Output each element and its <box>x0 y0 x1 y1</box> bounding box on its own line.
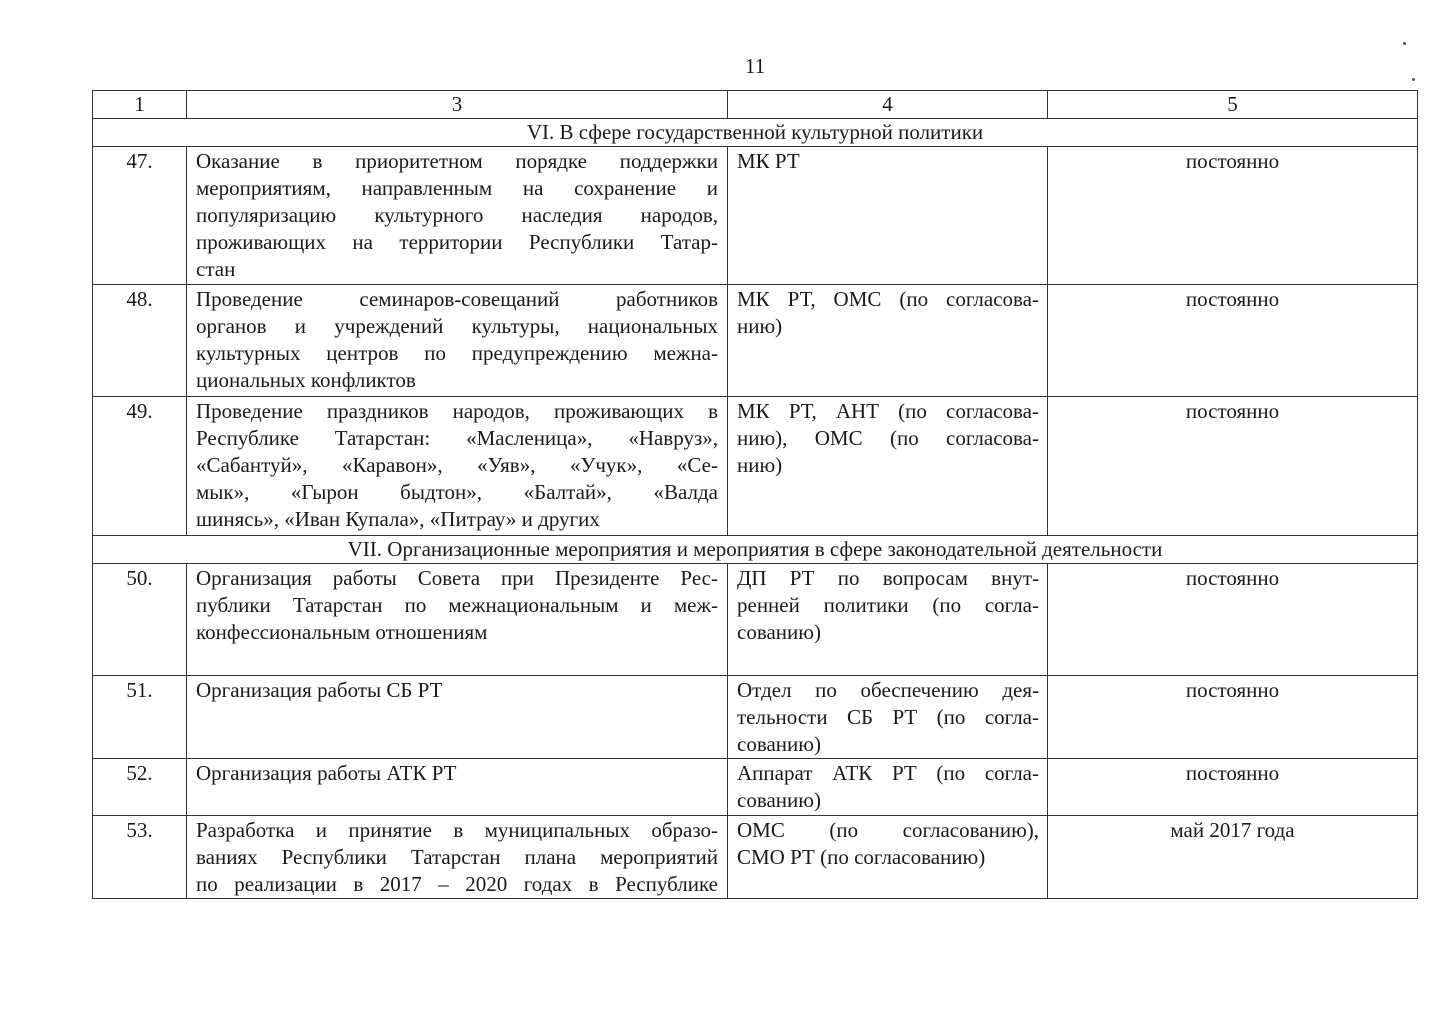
section-row <box>93 119 1418 147</box>
item-number: 47. <box>93 147 187 285</box>
item-number: 50. <box>93 564 187 676</box>
responsible-line: Отдел по обеспечению дея- <box>737 678 1039 702</box>
item-deadline: постоянно <box>1048 397 1418 536</box>
item-description <box>187 759 728 816</box>
item-number: 51. <box>93 676 187 759</box>
item-number: 52. <box>93 759 187 816</box>
description-line: мык», «Гырон быдтон», «Балтай», «Валда <box>196 480 718 504</box>
responsible-line: ренней политики (по согла- <box>737 593 1039 617</box>
description-line: мероприятиям, направленным на сохранение и <box>196 176 718 200</box>
column-header-4: 4 <box>728 91 1048 119</box>
description-line: циональных конфликтов <box>196 368 416 392</box>
responsible-line: сованию) <box>737 732 821 756</box>
item-responsible <box>728 285 1048 397</box>
item-deadline: постоянно <box>1048 564 1418 676</box>
table-row <box>93 816 1418 899</box>
section-title: VII. Организационные мероприятия и мероприятия в сфере законодательной деятельности <box>93 536 1418 564</box>
item-responsible <box>728 816 1048 899</box>
item-number: 49. <box>93 397 187 536</box>
table-row <box>93 147 1418 285</box>
table-row <box>93 285 1418 397</box>
item-responsible <box>728 147 1048 285</box>
description-line: стан <box>196 257 236 281</box>
responsible-line: нию) <box>737 314 783 338</box>
description-line: конфессиональным отношениям <box>196 620 488 644</box>
item-description <box>187 147 728 285</box>
responsible-line: ДП РТ по вопросам внут- <box>737 566 1039 590</box>
item-deadline: май 2017 года <box>1048 816 1418 899</box>
responsible-line: ОМС (по согласованию), <box>737 818 1039 842</box>
table-row <box>93 564 1418 676</box>
description-line: Оказание в приоритетном порядке поддержки <box>196 149 718 173</box>
responsible-line: сованию) <box>737 620 821 644</box>
description-line: «Сабантуй», «Каравон», «Уяв», «Учук», «Се- <box>196 453 718 477</box>
item-description <box>187 564 728 676</box>
item-responsible <box>728 397 1048 536</box>
column-header-1: 1 <box>93 91 187 119</box>
table-header-row <box>93 91 1418 119</box>
description-line: публики Татарстан по межнациональным и меж- <box>196 593 718 617</box>
item-deadline: постоянно <box>1048 147 1418 285</box>
item-deadline: постоянно <box>1048 759 1418 816</box>
description-line: Разработка и принятие в муниципальных образо- <box>196 818 718 842</box>
item-description <box>187 397 728 536</box>
item-deadline: постоянно <box>1048 285 1418 397</box>
item-description <box>187 676 728 759</box>
description-line: органов и учреждений культуры, национальных <box>196 314 718 338</box>
responsible-line: Аппарат АТК РТ (по согла- <box>737 761 1039 785</box>
description-line: ваниях Республики Татарстан плана мероприятий <box>196 845 718 869</box>
description-line: проживающих на территории Республики Татар- <box>196 230 718 254</box>
responsible-line: СМО РТ (по согласованию) <box>737 845 986 869</box>
description-line: шинясь», «Иван Купала», «Питрау» и других <box>196 507 600 531</box>
item-number: 53. <box>93 816 187 899</box>
description-line: Проведение праздников народов, проживающих в <box>196 399 718 423</box>
item-responsible <box>728 759 1048 816</box>
scan-speck <box>1412 78 1415 81</box>
table-row <box>93 676 1418 759</box>
section-row <box>93 536 1418 564</box>
description-line: Проведение семинаров-совещаний работников <box>196 287 718 311</box>
section-title: VI. В сфере государственной культурной политики <box>93 119 1418 147</box>
description-line: Республике Татарстан: «Масленица», «Навруз», <box>196 426 718 450</box>
item-deadline: постоянно <box>1048 676 1418 759</box>
responsible-line: МК РТ <box>737 149 800 173</box>
responsible-line: МК РТ, ОМС (по согласова- <box>737 287 1039 311</box>
item-responsible <box>728 564 1048 676</box>
measures-table <box>92 90 1418 899</box>
description-line: популяризацию культурного наследия народов, <box>196 203 718 227</box>
table-row <box>93 397 1418 536</box>
description-line: культурных центров по предупреждению межна- <box>196 341 718 365</box>
item-responsible <box>728 676 1048 759</box>
table-row <box>93 759 1418 816</box>
column-header-5: 5 <box>1048 91 1418 119</box>
description-line: Организация работы АТК РТ <box>196 761 457 785</box>
responsible-line: нию) <box>737 453 783 477</box>
description-line: Организация работы СБ РТ <box>196 678 443 702</box>
responsible-line: МК РТ, АНТ (по согласова- <box>737 399 1039 423</box>
responsible-line: сованию) <box>737 788 821 812</box>
scan-speck <box>1403 42 1406 45</box>
item-description <box>187 285 728 397</box>
item-number: 48. <box>93 285 187 397</box>
item-description <box>187 816 728 899</box>
column-header-3: 3 <box>187 91 728 119</box>
responsible-line: нию), ОМС (по согласова- <box>737 426 1039 450</box>
page-number: 11 <box>744 54 766 78</box>
responsible-line: тельности СБ РТ (по согла- <box>737 705 1039 729</box>
description-line: Организация работы Совета при Президенте Рес- <box>196 566 718 590</box>
description-line: по реализации в 2017 – 2020 годах в Республике <box>196 872 718 896</box>
